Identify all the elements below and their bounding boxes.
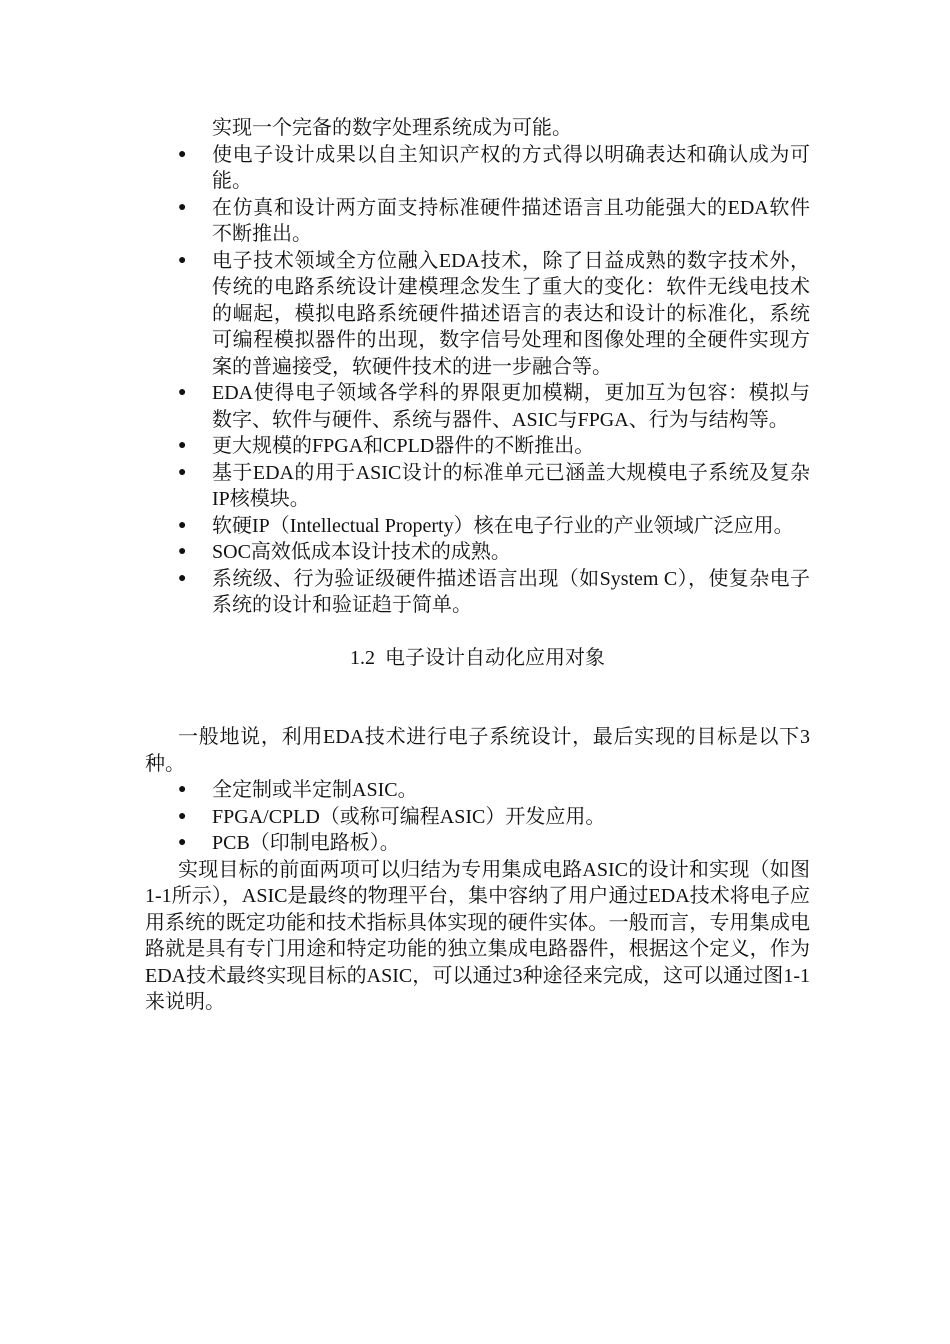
bullet-dot-icon: ● — [178, 517, 187, 533]
section-heading: 1.2 电子设计自动化应用对象 — [350, 646, 605, 669]
bullet-dot-icon: ● — [178, 252, 187, 268]
list-item: ● PCB（印制电路板）。 — [145, 830, 810, 857]
bullet-dot-icon: ● — [178, 385, 187, 400]
bullet-dot-icon: ● — [178, 438, 187, 453]
spacer — [145, 698, 810, 724]
list-item: ● 电子技术领域全方位融入EDA技术，除了日益成熟的数字技术外，传统的电路系统设计建模理念发生了重大的变化：软件无线电技术的崛起，模拟电路系统硬件描述语言的表达和设计的标准化，系统可编程模拟器件的出现，数字信号处理和图像处理的全硬件实现方案的普遍接受，软硬件技术的进一步融合等。 — [178, 249, 810, 378]
bullet-dot-icon: ● — [178, 570, 187, 586]
bullet-dot-icon: ● — [178, 464, 187, 480]
list-item: ● 使电子设计成果以自主知识产权的方式得以明确表达和确认成为可能。 — [178, 143, 810, 192]
bullet-dot-icon: ● — [178, 146, 187, 162]
bullet-dot-icon: ● — [178, 544, 187, 559]
list-item: ● FPGA/CPLD（或称可编程ASIC）开发应用。 — [145, 804, 810, 831]
list-item: ● SOC高效低成本设计技术的成熟。 — [145, 539, 810, 566]
list-item: ● 更大规模的FPGA和CPLD器件的不断推出。 — [145, 433, 810, 460]
text-body — [145, 115, 810, 1016]
bullet-list-targets — [145, 777, 810, 857]
bullet-dot-icon: ● — [178, 782, 187, 797]
list-item: ● 系统级、行为验证级硬件描述语言出现（如System C），使复杂电子系统的设计和验证趋于简单。 — [178, 567, 810, 616]
bullet-dot-icon: ● — [178, 835, 187, 850]
closing-paragraph: 实现目标的前面两项可以归结为专用集成电路ASIC的设计和实现（如图1-1所示），ASIC是最终的物理平台，集中容纳了用户通过EDA技术将电子应用系统的既定功能和技术指标具体实现的硬件实体。一般而言，专用集成电路就是具有专门用途和特定功能的独立集成电路器件，根据这个定义，作为EDA技术最终实现目标的ASIC，可以通过3种途径来完成，这可以通过图1-1来说明。 — [145, 858, 810, 1013]
bullet-dot-icon: ● — [178, 808, 187, 824]
intro-paragraph: 一般地说，利用EDA技术进行电子系统设计，最后实现的目标是以下3种。 — [145, 726, 810, 775]
list-item: ● EDA使得电子领域各学科的界限更加模糊，更加互为包容：模拟与数字、软件与硬件、系统与器件、ASIC与FPGA、行为与结构等。 — [178, 382, 810, 431]
list-item: ● 基于EDA的用于ASIC设计的标准单元已涵盖大规模电子系统及复杂IP核模块。 — [178, 461, 810, 510]
continued-bullet-text: 实现一个完备的数字处理系统成为可能。 — [212, 117, 572, 139]
bullet-dot-icon: ● — [178, 199, 187, 215]
list-item: ● 在仿真和设计两方面支持标准硬件描述语言且功能强大的EDA软件不断推出。 — [178, 196, 810, 245]
list-item: ● 全定制或半定制ASIC。 — [145, 777, 810, 804]
bullet-list-eda-trends — [145, 142, 810, 619]
list-item: ● 软硬IP（Intellectual Property）核在电子行业的产业领域广泛应用。 — [145, 513, 810, 540]
